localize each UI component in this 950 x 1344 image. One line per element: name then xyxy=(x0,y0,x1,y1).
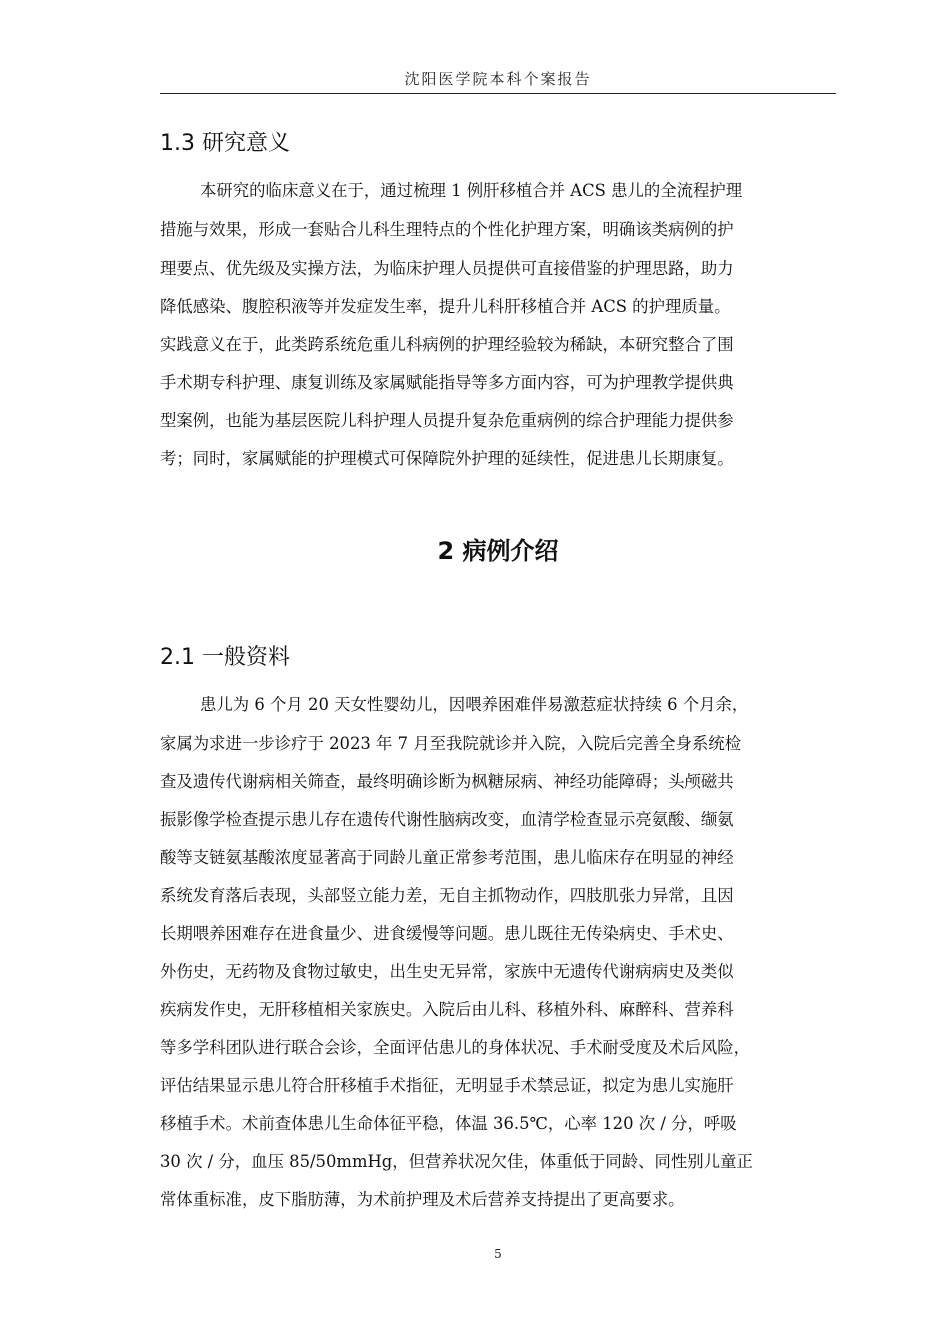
paragraph-line: 考；同时，家属赋能的护理模式可保障院外护理的延续性，促进患儿长期康复。 xyxy=(160,449,734,468)
paragraph-line: 外伤史，无药物及食物过敏史，出生史无异常，家族中无遗传代谢病病史及类似 xyxy=(160,962,734,981)
paragraph-line: 手术期专科护理、康复训练及家属赋能指导等多方面内容，可为护理教学提供典 xyxy=(160,373,734,392)
page-number: 5 xyxy=(494,1247,502,1261)
paragraph-line: 评估结果显示患儿符合肝移植手术指征，无明显手术禁忌证，拟定为患儿实施肝 xyxy=(160,1076,734,1095)
paragraph-line: 患儿为 6 个月 20 天女性婴幼儿，因喂养困难伴易激惹症状持续 6 个月余， xyxy=(200,695,749,714)
running-header: 沈阳医学院本科个案报告 xyxy=(404,70,592,88)
paragraph-line: 实践意义在于，此类跨系统危重儿科病例的护理经验较为稀缺，本研究整合了围 xyxy=(160,335,734,354)
paragraph-line: 酸等支链氨基酸浓度显著高于同龄儿童正常参考范围，患儿临床存在明显的神经 xyxy=(160,848,734,867)
paragraph-line: 家属为求进一步诊疗于 2023 年 7 月至我院就诊并入院，入院后完善全身系统检 xyxy=(160,734,742,753)
paragraph-line: 型案例，也能为基层医院儿科护理人员提升复杂危重病例的综合护理能力提供参 xyxy=(160,411,734,430)
paragraph-line: 降低感染、腹腔积液等并发症发生率，提升儿科肝移植合并 ACS 的护理质量。 xyxy=(160,297,731,316)
paragraph-line: 30 次 / 分，血压 85/50mmHg，但营养状况欠佳，体重低于同龄、同性别儿童正 xyxy=(160,1152,753,1171)
paragraph-line: 等多学科团队进行联合会诊，全面评估患儿的身体状况、手术耐受度及术后风险， xyxy=(160,1038,751,1057)
paragraph-line: 措施与效果，形成一套贴合儿科生理特点的个性化护理方案，明确该类病例的护 xyxy=(160,220,734,239)
paragraph-line: 常体重标准，皮下脂肪薄，为术前护理及术后营养支持提出了更高要求。 xyxy=(160,1190,685,1209)
header-rule xyxy=(160,93,836,94)
paragraph-line: 振影像学检查提示患儿存在遗传代谢性脑病改变，血清学检查显示亮氨酸、缬氨 xyxy=(160,810,734,829)
paragraph-line: 本研究的临床意义在于，通过梳理 1 例肝移植合并 ACS 患儿的全流程护理 xyxy=(200,181,743,200)
section-heading-2-1: 2.1 一般资料 xyxy=(160,645,290,670)
chapter-heading-2: 2 病例介绍 xyxy=(437,537,559,565)
paragraph-line: 理要点、优先级及实操方法，为临床护理人员提供可直接借鉴的护理思路，助力 xyxy=(160,259,734,278)
paragraph-line: 查及遗传代谢病相关筛查，最终明确诊断为枫糖尿病、神经功能障碍；头颅磁共 xyxy=(160,772,734,791)
section-heading-1-3: 1.3 研究意义 xyxy=(160,131,290,156)
paragraph-line: 系统发育落后表现，头部竖立能力差，无自主抓物动作，四肢肌张力异常，且因 xyxy=(160,886,734,905)
paragraph-line: 疾病发作史，无肝移植相关家族史。入院后由儿科、移植外科、麻醉科、营养科 xyxy=(160,1000,734,1019)
paragraph-line: 长期喂养困难存在进食量少、进食缓慢等问题。患儿既往无传染病史、手术史、 xyxy=(160,924,734,943)
paragraph-line: 移植手术。术前查体患儿生命体征平稳，体温 36.5℃，心率 120 次 / 分，呼吸 xyxy=(160,1114,737,1133)
